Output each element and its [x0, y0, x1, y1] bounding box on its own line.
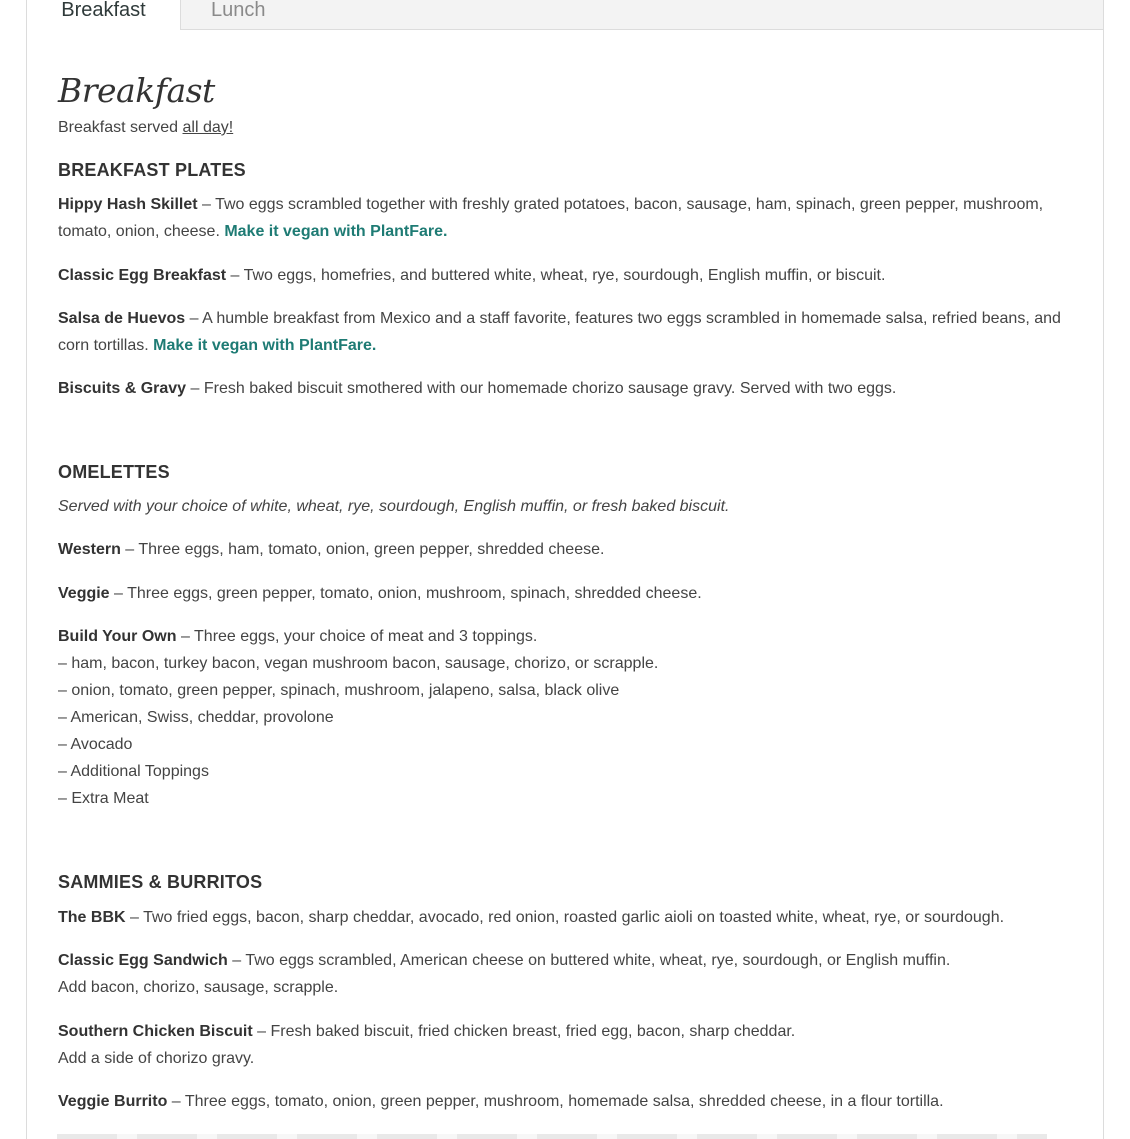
section-note: Served with your choice of white, wheat, rye, sourdough, English muffin, or fresh baked biscuit. [58, 498, 730, 515]
page-title: Breakfast [58, 71, 215, 110]
intro-prefix: Breakfast served [58, 119, 183, 136]
menu-item-extra: Add a side of chorizo gravy. [58, 1050, 255, 1067]
section-heading-breakfast-plates: BREAKFAST PLATES [58, 160, 246, 180]
menu-item-desc: – Three eggs, tomato, onion, green pepper, mushroom, homemade salsa, shredded cheese, in a flour tortilla. [167, 1093, 944, 1110]
menu-item [58, 191, 1078, 245]
menu-item [58, 1088, 1078, 1115]
menu-item-desc: – A humble breakfast from Mexico and a staff favorite, features two eggs scrambled in homemade salsa, refried beans, and corn tortillas. [58, 310, 1061, 354]
menu-item-desc: – Fresh baked biscuit smothered with our homemade chorizo sausage gravy. Served with two eggs. [186, 380, 897, 397]
vegan-link[interactable]: Make it vegan with PlantFare. [153, 337, 377, 354]
menu-item-name: Salsa de Huevos [58, 310, 186, 327]
intro-text [58, 119, 233, 137]
menu-item [58, 904, 1078, 931]
menu-item-name: Hippy Hash Skillet [58, 196, 198, 213]
option-line: – Avocado [58, 736, 133, 753]
menu-item-desc: – Three eggs, green pepper, tomato, onion, mushroom, spinach, shredded cheese. [109, 585, 702, 602]
menu-item-desc: – Two fried eggs, bacon, sharp cheddar, avocado, red onion, roasted garlic aioli on toasted white, wheat, rye, or sourdough. [125, 909, 1005, 926]
menu-item-desc: – Two eggs, homefries, and buttered white, wheat, rye, sourdough, English muffin, or biscuit. [226, 267, 886, 284]
option-line: – ham, bacon, turkey bacon, vegan mushroom bacon, sausage, chorizo, or scrapple. [58, 655, 659, 672]
option-line: – American, Swiss, cheddar, provolone [58, 709, 334, 726]
menu-item-desc: – Two eggs scrambled together with freshly grated potatoes, bacon, sausage, ham, spinach, green pepper, mushroom, tomato, onion, cheese. [58, 196, 1044, 240]
menu-item [58, 536, 1078, 563]
menu-item [58, 1018, 1078, 1072]
section-heading-sammies-burritos: SAMMIES & BURRITOS [58, 872, 263, 892]
menu-item-name: Veggie [58, 585, 110, 602]
vegan-link[interactable]: Make it vegan with PlantFare. [224, 223, 448, 240]
tab-panel-breakfast [26, 30, 1104, 1139]
menu-tabs [26, 0, 1104, 30]
menu-item [58, 375, 1078, 402]
menu-item-name: The BBK [58, 909, 126, 926]
menu-item-extra: Add bacon, chorizo, sausage, scrapple. [58, 979, 339, 996]
menu-item-desc: – Two eggs scrambled, American cheese on buttered white, wheat, rye, sourdough, or English muffin. [227, 952, 951, 969]
menu-item-name: Southern Chicken Biscuit [58, 1023, 253, 1040]
tab-breakfast[interactable]: Breakfast [26, 0, 181, 30]
option-line: – Additional Toppings [58, 763, 209, 780]
menu-item [58, 580, 1078, 607]
menu-item-name: Veggie Burrito [58, 1093, 168, 1110]
menu-item-name: Build Your Own [58, 628, 177, 645]
option-line: – onion, tomato, green pepper, spinach, mushroom, jalapeno, salsa, black olive [58, 682, 620, 699]
tab-lunch[interactable]: Lunch [211, 0, 266, 21]
menu-item-name: Biscuits & Gravy [58, 380, 187, 397]
menu-item [58, 947, 1078, 1001]
menu-item-name: Classic Egg Breakfast [58, 267, 227, 284]
menu-item-name: Classic Egg Sandwich [58, 952, 228, 969]
option-line: – Extra Meat [58, 790, 149, 807]
section-heading-omelettes: OMELETTES [58, 462, 170, 482]
menu-item-desc: – Three eggs, your choice of meat and 3 toppings. [176, 628, 538, 645]
menu-item-desc: – Three eggs, ham, tomato, onion, green pepper, shredded cheese. [120, 541, 605, 558]
intro-emphasis: all day! [182, 119, 234, 136]
menu-item [58, 262, 1078, 289]
menu-item [58, 305, 1078, 359]
cut-off-text-line [57, 1134, 1047, 1139]
menu-item-name: Western [58, 541, 121, 558]
menu-item [58, 623, 1078, 812]
menu-item-desc: – Fresh baked biscuit, fried chicken breast, fried egg, bacon, sharp cheddar. [252, 1023, 796, 1040]
